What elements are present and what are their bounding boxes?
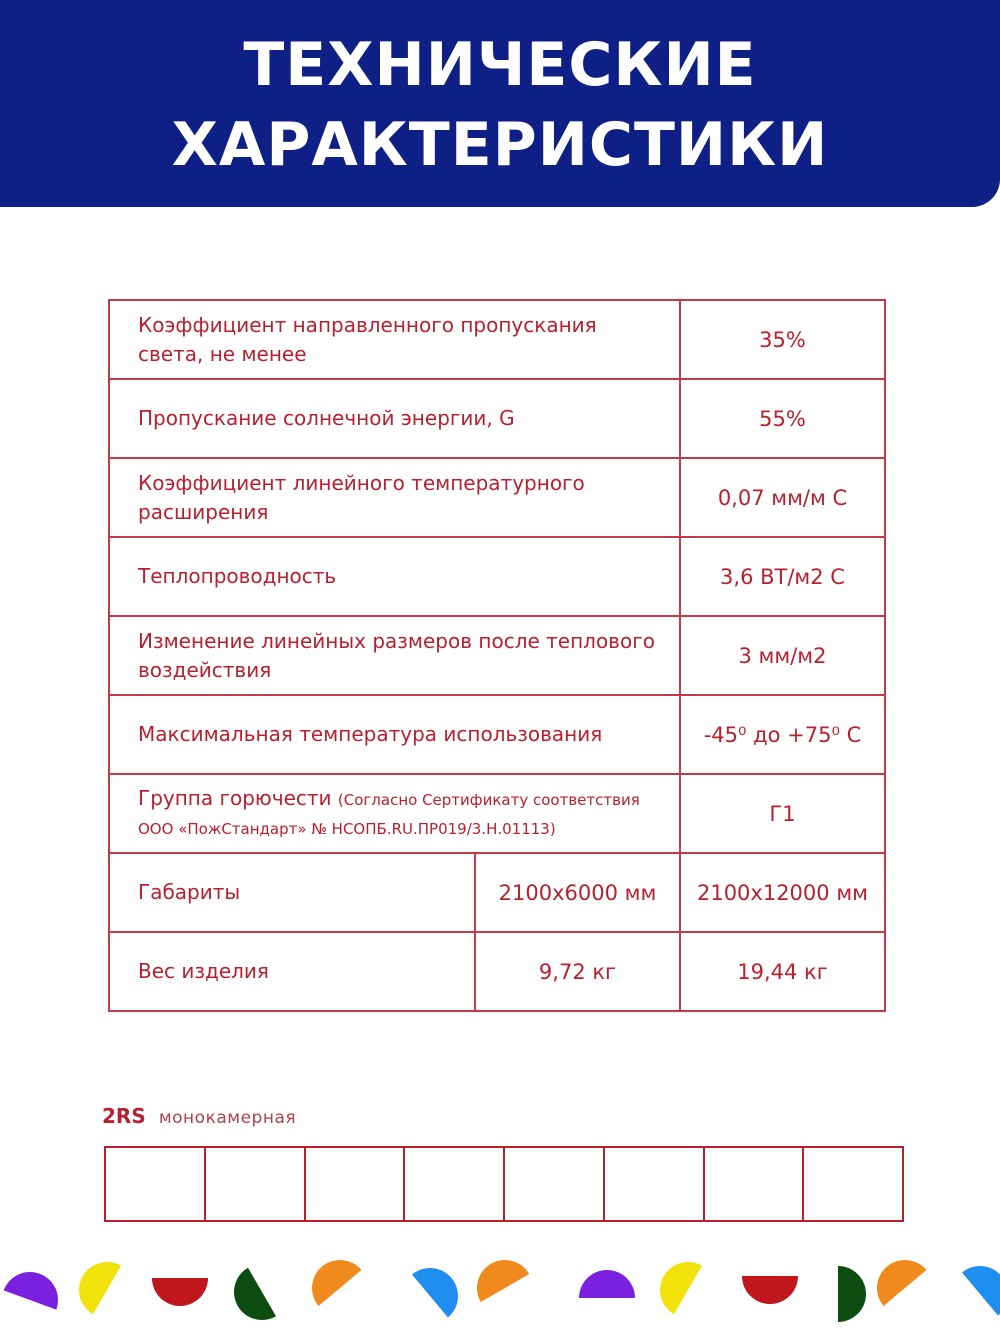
table-row [109,616,885,695]
half-disc-shape [650,1258,702,1314]
half-disc-shape [4,1264,66,1309]
page-title-line-2: ХАРАКТЕРИСТИКИ [171,110,829,180]
page-title [0,25,1000,185]
profile-cell [405,1148,505,1220]
spec-value: 0,07 мм/м С [680,458,885,537]
half-disc-shape [301,1258,362,1306]
table-row [109,379,885,458]
profile-cell [605,1148,705,1220]
half-disc-shape [152,1278,208,1306]
spec-value: 3,6 ВТ/м2 С [680,537,885,616]
spec-label-flammability [109,774,680,853]
spec-value: Г1 [680,774,885,853]
half-disc-shape [962,1258,1000,1315]
page-title-line-1: ТЕХНИЧЕСКИЕ [243,30,757,100]
spec-label: Изменение линейных размеров после теплового воздействия [109,616,680,695]
spec-label: Коэффициент линейного температурного расширения [109,458,680,537]
spec-value: 3 мм/м2 [680,616,885,695]
half-disc-shape [69,1258,121,1314]
spec-label-text: Группа горючести [138,785,332,810]
weight-label: Вес изделия [109,932,475,1011]
half-disc-shape [467,1258,529,1302]
decorative-shapes [0,1258,1000,1333]
half-disc-shape [742,1276,798,1304]
half-disc-shape [579,1270,635,1298]
table-row [109,458,885,537]
spec-label: Максимальная температура использования [109,695,680,774]
dimensions-small: 2100х6000 мм [475,853,680,932]
dimensions-label: Габариты [109,853,475,932]
spec-label: Теплопроводность [109,537,680,616]
dimensions-large: 2100х12000 мм [680,853,885,932]
profile-code: 2RS [102,1104,146,1128]
certificate-number: ООО «ПожСтандарт» № НСОПБ.RU.ПР019/3.Н.01113) [138,819,556,838]
spec-value: 35% [680,300,885,379]
weight-small: 9,72 кг [475,932,680,1011]
half-disc-shape [866,1258,927,1306]
profile-cell [206,1148,306,1220]
profile-cell [306,1148,406,1220]
table-row [109,300,885,379]
profile-cell [505,1148,605,1220]
profile-cross-section [104,1146,904,1222]
half-disc-shape [838,1266,866,1322]
table-row-dimensions [109,853,885,932]
spec-value: 55% [680,379,885,458]
profile-cell [106,1148,206,1220]
table-row [109,537,885,616]
table-row [109,695,885,774]
header-banner [0,0,1000,207]
table-row [109,774,885,853]
profile-description: монокамерная [158,1108,297,1128]
profile-cell [804,1148,902,1220]
table-row-weight [109,932,885,1011]
half-disc-shape [412,1258,469,1317]
profile-label [102,1104,296,1128]
spec-label: Пропускание солнечной энергии, G [109,379,680,458]
spec-value: -45⁰ до +75⁰ С [680,695,885,774]
weight-large: 19,44 кг [680,932,885,1011]
half-disc-shape [224,1268,276,1330]
spec-label: Коэффициент направленного пропускания света, не менее [109,300,680,379]
profile-cell [705,1148,805,1220]
certificate-note: (Согласно Сертификату соответствия [337,790,640,809]
spec-table [108,299,886,1012]
